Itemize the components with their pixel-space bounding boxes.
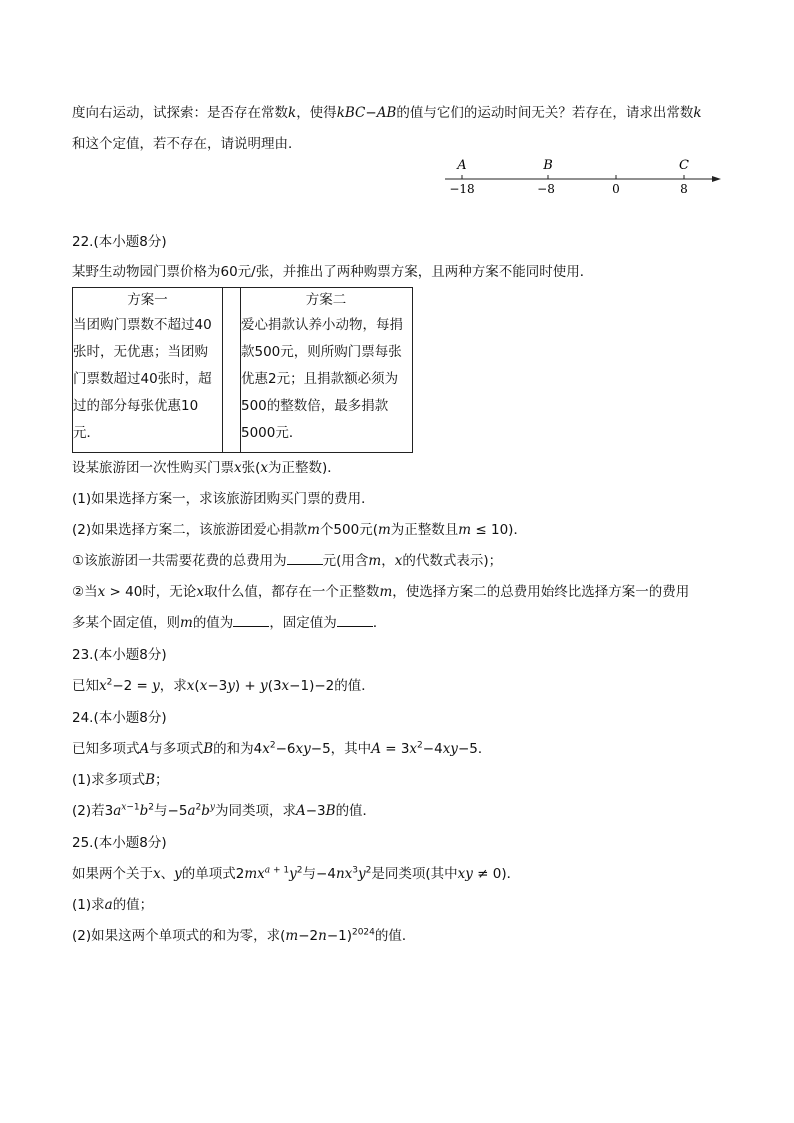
label-a: A <box>457 158 467 173</box>
value-a: −18 <box>449 182 475 196</box>
intro-line-2: 和这个定值，若不存在，请说明理由． <box>72 136 302 152</box>
plan1-body <box>73 312 222 447</box>
q22-part2a: ①该旅游团一共需要花费的总费用为 元(用含m，x的代数式表示)； <box>72 553 503 569</box>
plan2-line: 5000元． <box>241 425 303 441</box>
plan2-body <box>241 312 411 447</box>
q22-part2b-line2: 多某个固定值，则m的值为 ，固定值为 ． <box>72 615 387 631</box>
q22-setup: 设某旅游团一次性购买门票x张(x为正整数)． <box>72 460 341 476</box>
plan2-title: 方案二 <box>305 292 347 308</box>
answer-blank[interactable] <box>287 552 323 565</box>
answer-blank[interactable] <box>233 614 269 627</box>
plan2-line: 500的整数倍，最多捐款 <box>241 398 389 414</box>
plan1-line: 当团购门票数不超过40 <box>73 317 212 333</box>
q24-body: 已知多项式A与多项式B的和为$4x^2-6xy-5$，其中$A = 3x^2-4xy-5$． <box>72 740 492 757</box>
label-c: C <box>679 158 689 173</box>
number-line-svg <box>440 150 730 198</box>
plan-table <box>72 287 413 453</box>
answer-blank[interactable] <box>337 614 373 627</box>
value-c: 8 <box>680 182 688 196</box>
value-b: −8 <box>537 182 555 196</box>
q25-part2: (2)如果这两个单项式的和为零，求$(m-2n-1)^{2024}$的值． <box>72 927 416 944</box>
plan2-line: 款500元，则所购门票每张 <box>241 344 402 360</box>
q24-part2: (2)若$3a^{x-1}b^2$与$-5a^2b^y$为同类项，求A−3B的值． <box>72 802 377 819</box>
value-zero: 0 <box>612 182 620 196</box>
number-line <box>440 150 730 198</box>
q25-part1: (1)求a的值； <box>72 897 154 913</box>
plan1-line: 张时，无优惠；当团购 <box>73 344 208 360</box>
plan1-line: 元． <box>73 425 100 441</box>
q24-header: 24.(本小题8分) <box>72 710 167 726</box>
plan1-title: 方案一 <box>127 292 168 308</box>
plan1-line: 门票数超过40张时，超 <box>73 371 212 387</box>
intro-line-1: 度向右运动，试探索：是否存在常数k，使得kBC−AB的值与它们的运动时间无关？若存在，请求出常数k <box>72 105 702 121</box>
q23-header: 23.(本小题8分) <box>72 647 167 663</box>
number-line-arrow <box>712 176 721 182</box>
plan1-cell <box>73 288 223 452</box>
q23-body: 已知$x^2-2 = y$，求x(x−3y) + y(3x−1)−2的值． <box>72 677 375 694</box>
q22-intro: 某野生动物园门票价格为60元/张，并推出了两种购票方案，且两种方案不能同时使用． <box>72 264 594 280</box>
q25-body: 如果两个关于x、y的单项式$2mx^{a + 1}y^2$与$-4nx^3y^2$是同类项(其中xy ≠ 0)． <box>72 865 521 882</box>
plan2-line: 优惠2元；且捐款额必须为 <box>241 371 399 387</box>
plan1-line: 过的部分每张优惠10 <box>73 398 199 414</box>
q24-part1: (1)求多项式B； <box>72 772 169 788</box>
plan2-cell <box>241 288 411 452</box>
table-spacer-cell <box>222 288 241 452</box>
q22-header: 22.(本小题8分) <box>72 234 167 250</box>
q22-part1: (1)如果选择方案一，求该旅游团购买门票的费用． <box>72 491 375 507</box>
plan2-line: 爱心捐款认养小动物，每捐 <box>241 317 403 333</box>
q25-header: 25.(本小题8分) <box>72 835 167 851</box>
label-b: B <box>543 158 553 173</box>
q22-part2: (2)如果选择方案二，该旅游团爱心捐款m个500元(m为正整数且m ≤ 10)． <box>72 522 527 538</box>
q22-part2b-line1: ②当x > 40时，无论x取什么值，都存在一个正整数m，使选择方案二的总费用始终比选择方案一的费用 <box>72 584 690 600</box>
